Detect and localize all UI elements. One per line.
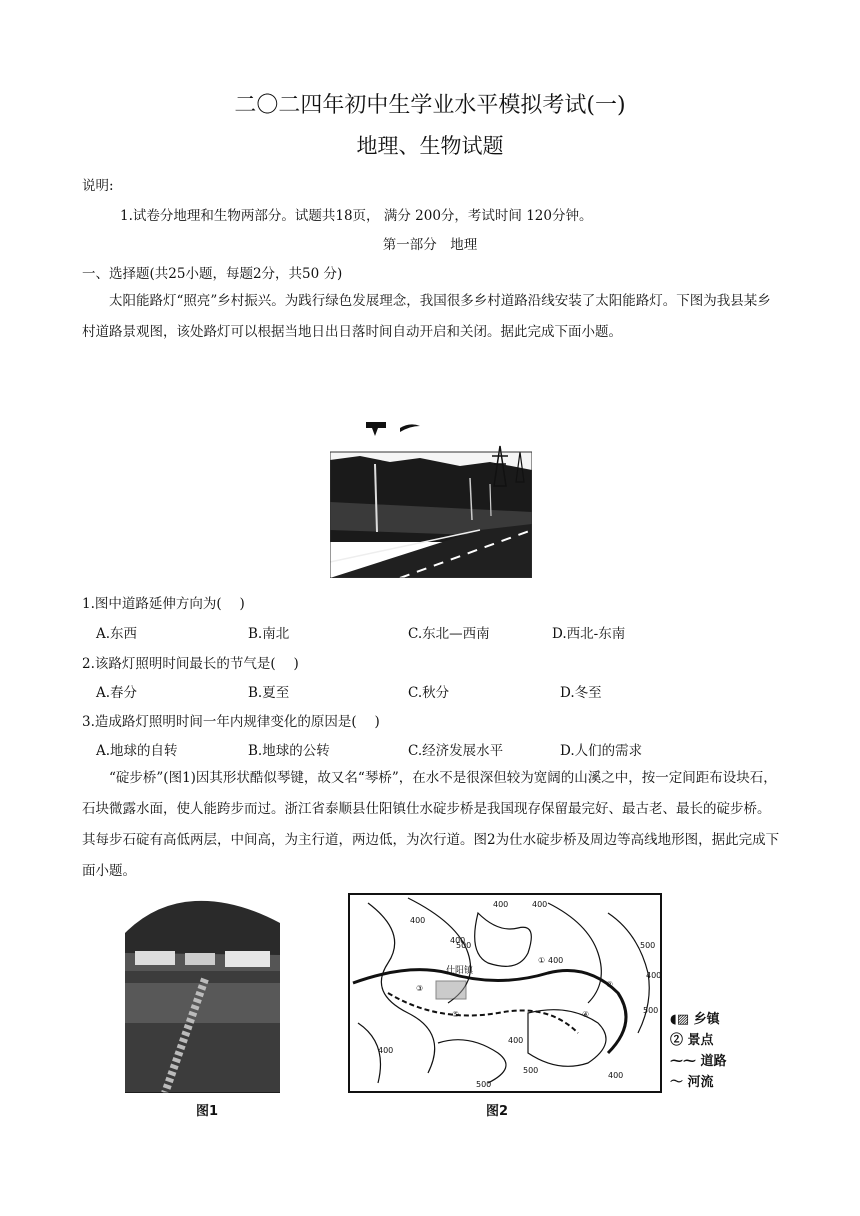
part-heading: 第一部分 地理 xyxy=(382,237,478,253)
q2-option-a: A.春分 xyxy=(96,685,138,701)
figure-1-caption: 图1 xyxy=(196,1104,219,1119)
map-contour-label: 500 xyxy=(523,1066,539,1075)
map-contour-label: 400 xyxy=(508,1036,524,1045)
figure-2-caption: 图2 xyxy=(486,1104,509,1119)
passage-stepping-bridge: “碇步桥”(图1)因其形状酷似琴键，故又名“琴桥”，在水不是很深但较为宽阔的山溪之中，按一定间距布设块石，石块微露水面，使人能跨步而过。浙江省泰顺县仕阳镇仕水碇步桥是我国现存保留最完好、最古老、最长的碇步桥。其每步石碇有高低两层，中间高，为主行道，两边低，为次行道。图2为仕水碇步桥及周边等高线地形图，据此完成下面小题。 xyxy=(82,770,780,879)
instructions-label: 说明: xyxy=(82,178,114,194)
map-point-label: ② xyxy=(606,980,614,989)
q2-option-d: D.冬至 xyxy=(560,685,602,701)
road-icon: ⁓⁓ xyxy=(670,1054,701,1069)
river-icon: 〜 xyxy=(670,1075,688,1090)
map-contour-label: 400 xyxy=(450,936,466,945)
q3-option-a: A.地球的自转 xyxy=(96,743,178,759)
map-point-label: ③ xyxy=(416,984,424,993)
map-point-label: ① xyxy=(538,956,546,965)
q3-option-c: C.经济发展水平 xyxy=(408,743,504,759)
map-contour-label: 400 xyxy=(410,916,426,925)
map-contour-label: 400 xyxy=(608,1071,624,1080)
exam-subtitle: 地理、生物试题 xyxy=(356,134,504,158)
contour-map xyxy=(348,893,662,1093)
q3-option-b: B.地球的公转 xyxy=(248,743,330,759)
legend-item-river: 〜 河流 xyxy=(670,1075,714,1090)
map-contour-label: 400 xyxy=(532,900,548,909)
legend-item-scenic: ② 景点 xyxy=(670,1033,714,1048)
map-contour-label: 400 xyxy=(548,956,564,965)
question-3: 3.造成路灯照明时间一年内规律变化的原因是( ) xyxy=(82,714,380,730)
question-2: 2.该路灯照明时间最长的节气是( ) xyxy=(82,656,299,672)
q1-option-c: C.东北—西南 xyxy=(408,626,490,642)
map-contour-label: 400 xyxy=(493,900,509,909)
q1-option-b: B.南北 xyxy=(248,626,290,642)
legend-item-road: ⁓⁓ 道路 xyxy=(670,1054,727,1069)
section-heading: 一、选择题(共25小题，每题2分，共50 分) xyxy=(82,266,343,282)
exam-title: 二〇二四年初中生学业水平模拟考试(一) xyxy=(234,93,626,118)
map-point-label: ④ xyxy=(582,1010,590,1019)
question-1: 1.图中道路延伸方向为( ) xyxy=(82,596,245,612)
scenic-spot-icon: ② xyxy=(670,1033,688,1048)
bridge-photo xyxy=(125,893,280,1093)
instructions-item: 1.试卷分地理和生物两部分。试题共18页， 满分 200分，考试时间 120分钟。 xyxy=(120,208,593,224)
q1-option-a: A.东西 xyxy=(96,626,138,642)
map-contour-label: 500 xyxy=(476,1080,492,1089)
q1-option-d: D.西北-东南 xyxy=(552,626,626,642)
map-town-label: 仕阳镇 xyxy=(446,966,474,976)
map-contour-label: 500 xyxy=(640,941,656,950)
legend-item-town: ◖▨ 乡镇 xyxy=(670,1012,720,1027)
map-contour-label: 400 xyxy=(378,1046,394,1055)
map-point-label: ⑤ xyxy=(452,1010,460,1019)
map-contour-label: 500 xyxy=(643,1006,659,1015)
town-icon: ◖▨ xyxy=(670,1012,694,1027)
q2-option-c: C.秋分 xyxy=(408,685,450,701)
passage-solar-lights: 太阳能路灯“照亮”乡村振兴。为践行绿色发展理念，我国很多乡村道路沿线安装了太阳能路灯。下图为我县某乡村道路景观图，该处路灯可以根据当地日出日落时间自动开启和关闭。据此完成下面小题。 xyxy=(82,293,771,340)
map-contour-label: 500 xyxy=(456,941,472,950)
q2-option-b: B.夏至 xyxy=(248,685,290,701)
q3-option-d: D.人们的需求 xyxy=(560,743,643,759)
map-contour-label: 400 xyxy=(646,971,662,980)
road-photo xyxy=(330,412,532,578)
